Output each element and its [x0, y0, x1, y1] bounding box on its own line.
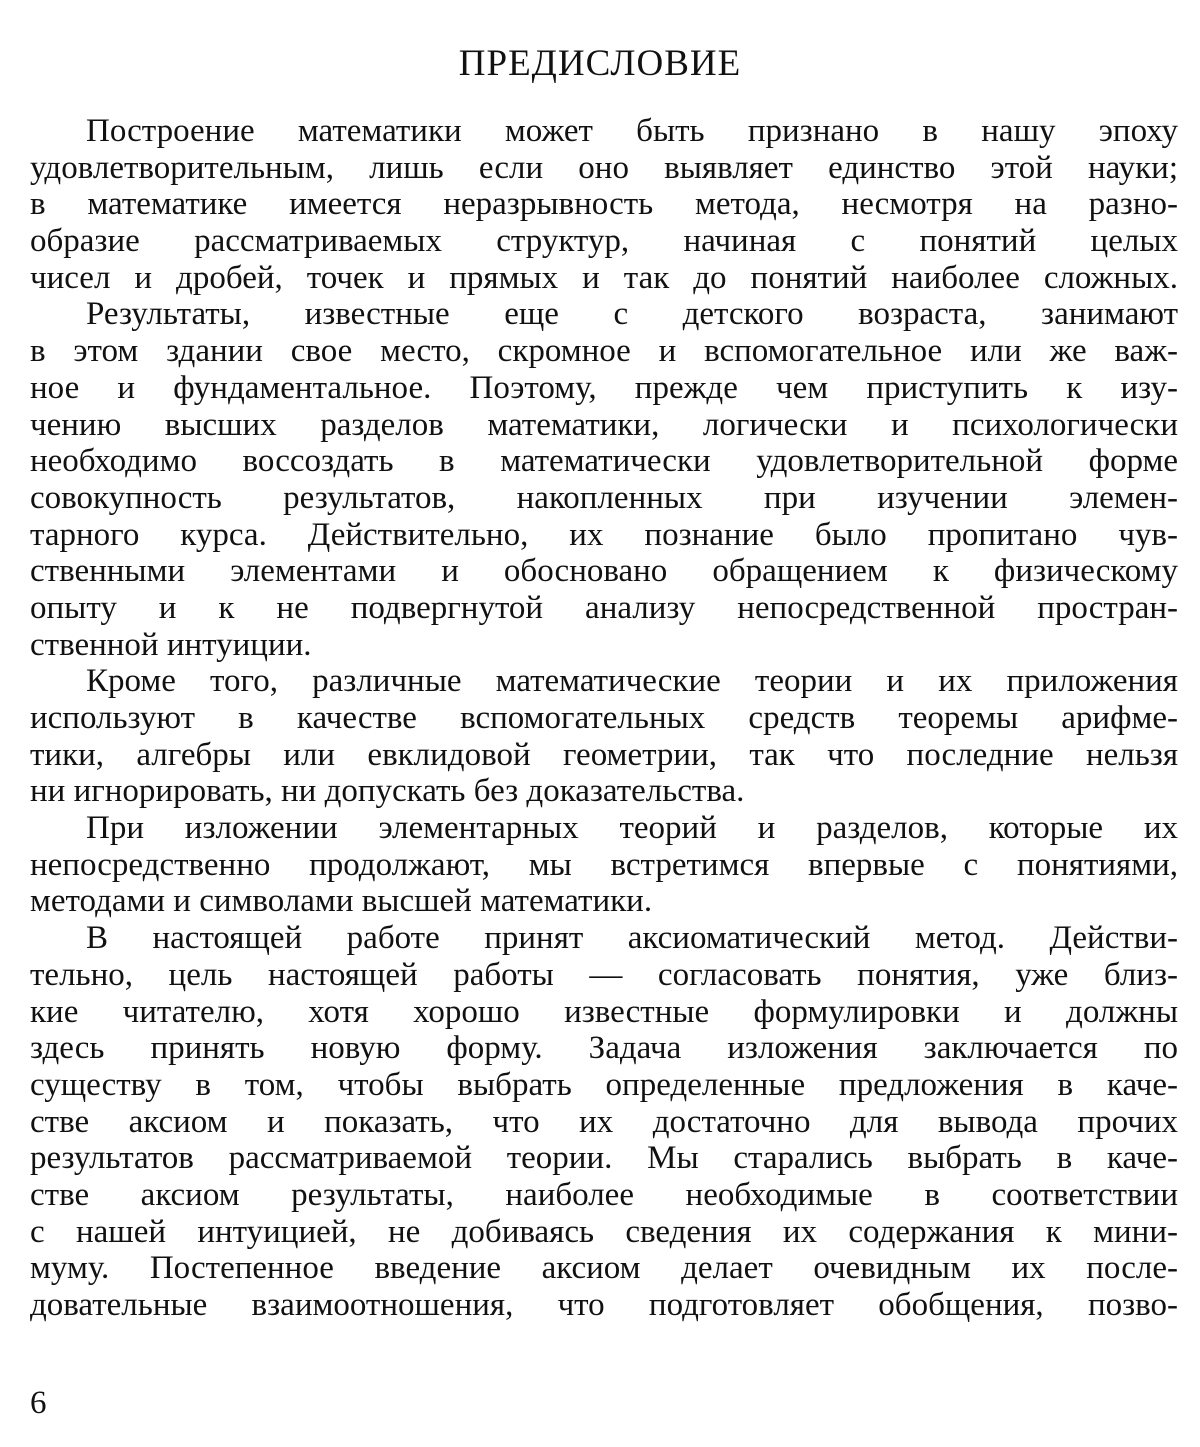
text-line: стве аксиом результаты, наиболее необходимые в соответствии — [30, 1176, 1178, 1213]
text-line: необходимо воссоздать в математически удовлетворительной форме — [30, 443, 1178, 480]
text-line: в этом здании свое место, скромное и вспомогательное или же важ- — [30, 333, 1178, 370]
text-line: ственной интуиции. — [30, 626, 312, 663]
text-line: существу в том, чтобы выбрать определенные предложения в каче- — [30, 1066, 1178, 1103]
paragraph-5 — [30, 920, 1178, 1324]
text-line: с нашей интуицией, не добиваясь сведения их содержания к мини- — [30, 1213, 1178, 1250]
text-line: тельно, цель настоящей работы — согласовать понятия, уже близ- — [30, 956, 1178, 993]
text-line: ное и фундаментальное. Поэтому, прежде чем приступить к изу- — [30, 369, 1178, 406]
text-line: опыту и к не подвергнутой анализу непосредственной простран- — [30, 589, 1178, 626]
text-line: результатов рассматриваемой теории. Мы старались выбрать в каче- — [30, 1140, 1178, 1177]
preface-body — [30, 113, 1178, 1324]
paragraph-1 — [30, 113, 1178, 296]
text-line: методами и символами высшей математики. — [30, 883, 653, 920]
text-line: чению высших разделов математики, логически и психологически — [30, 406, 1178, 443]
text-line: чисел и дробей, точек и прямых и так до понятий наиболее сложных. — [30, 259, 1178, 296]
text-line: непосредственно продолжают, мы встретимся впервые с понятиями, — [30, 846, 1178, 883]
text-line: образие рассматриваемых структур, начиная с понятий целых — [30, 223, 1178, 260]
text-line: Кроме того, различные математические теории и их приложения — [86, 663, 1178, 700]
text-line: здесь принять новую форму. Задача изложения заключается по — [30, 1030, 1178, 1067]
page-number: 6 — [30, 1385, 47, 1421]
text-line: Построение математики может быть признано в нашу эпоху — [86, 113, 1178, 149]
text-line: удовлетворительным, лишь если оно выявляет единство этой науки; — [30, 149, 1178, 186]
text-line: тики, алгебры или евклидовой геометрии, так что последние нельзя — [30, 736, 1178, 773]
text-line: При изложении элементарных теорий и разделов, которые их — [86, 810, 1178, 847]
text-line: тарного курса. Действительно, их познание было пропитано чув- — [30, 516, 1178, 553]
text-line: ни игнорировать, ни допускать без доказательства. — [30, 773, 745, 810]
text-line: довательные взаимоотношения, что подготовляет обобщения, позво- — [30, 1287, 1178, 1323]
text-line: муму. Постепенное введение аксиом делает очевидным их после- — [30, 1250, 1178, 1287]
text-line: стве аксиом и показать, что их достаточно для вывода прочих — [30, 1103, 1178, 1140]
text-line: В настоящей работе принят аксиоматический метод. Действи- — [86, 920, 1178, 957]
text-line: используют в качестве вспомогательных средств теоремы арифме- — [30, 700, 1178, 736]
paragraph-3 — [30, 663, 1178, 810]
text-line: ственными элементами и обосновано обращением к физическому — [30, 553, 1178, 590]
paragraph-2 — [30, 296, 1178, 663]
text-line: Результаты, известные еще с детского возраста, занимают — [86, 296, 1178, 333]
text-line: совокупность результатов, накопленных при изучении элемен- — [30, 479, 1178, 516]
paragraph-4 — [30, 810, 1178, 920]
text-line: в математике имеется неразрывность метода, несмотря на разно- — [30, 186, 1178, 223]
page-title: ПРЕДИСЛОВИЕ — [458, 43, 742, 84]
text-line: кие читателю, хотя хорошо известные формулировки и должны — [30, 993, 1178, 1030]
